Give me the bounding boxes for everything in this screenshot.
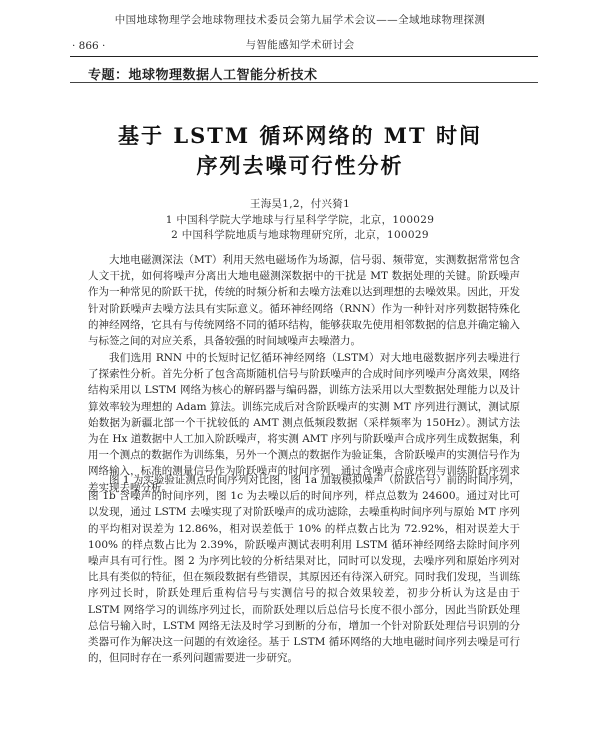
affiliation-1: 1 中国科学院大学地球与行星科学学院，北京，100029: [165, 214, 435, 226]
authors: 王海昊1,2，付兴猗1: [249, 198, 351, 210]
special-topic-heading: 专题：地球物理数据人工智能分析技术: [88, 68, 318, 83]
topic-rule: [70, 82, 538, 83]
affiliation-2: 2 中国科学院地质与地球物理研究所，北京，100029: [171, 229, 429, 241]
conference-header-line1: 中国地球物理学会地球物理技术委员会第九届学术会议——全域地球物理探测: [114, 14, 486, 26]
article-title-line2: 序列去噪可行性分析: [196, 153, 404, 178]
conference-header-line2: 与智能感知学术研讨会: [245, 39, 355, 51]
body-paragraph-3: 图 1 为实验验证测点时间序列对比图，图 1a 加载模拟噪声（阶跃信号）前的时间序列，图 1b 含噪声的时间序列，图 1c 为去噪以后的时间序列，样点总数为 24600。通过对比可以发现，通过 LSTM 去噪实现了对阶跃噪声的成功滤除，去噪重构时间序列与原始 MT 序列的平均相对误差为 12.86%，相对误差低于 10% 的样点数占比为 72.92%，相对误差大于 100% 的样点数占比为 2.39%，阶跃噪声测试表明利用 LSTM 循环神经网络去除时间序列噪声具有可行性。图 2 为序列比较的分析结果对比，同时可以发现，去噪序列和原始序列对比具有类似的特征，但在频段数据有些错误，其原因还有待深入研究。同时我们发现，当训练序列过长时，阶跃处理后重构信号与实测信号的拟合效果较差，初步分析认为这是由于 LSTM 网络学习的训练序列过长，而阶跃处理以后总信号长度不很小部分，因此当阶跃处理总信号输入时，LSTM 网络无法及时学习到断的分布，增加一个针对阶跃处理信号识别的分类器可作为解决这一问题的有效途径。基于 LSTM 循环网络的大地电磁时间序列去噪是可行的，但同时存在一系列问题需要进一步研究。: [88, 474, 520, 665]
body-paragraph-1: 大地电磁测深法（MT）利用天然电磁场作为场源，信号弱、频带宽，实测数据常常包含人文干扰，如何将噪声分离出大地电磁测深数据中的干扰是 MT 数据处理的关键。阶跃噪声作为一种常见的阶跃干扰，传统的时频分析和去噪方法难以达到理想的去噪效果。因此，开发针对阶跃噪声去噪方法具有实际意义。循环神经网络（RNN）作为一种针对序列数据特殊化的神经网络，它具有与传统网络不同的循环结构，能够获取先使用相邻数据的信息并确定输入与标签之间的对应关系，具备较强的时间域噪声去噪潜力。: [88, 254, 520, 348]
article-title-line1: 基于 LSTM 循环网络的 MT 时间: [118, 123, 482, 148]
page-number: · 866 ·: [72, 40, 106, 52]
header-rule: [70, 56, 538, 57]
body-paragraph-2: 我们选用 RNN 中的长短时记忆循环神经网络（LSTM）对大地电磁数据序列去噪进行了探索性分析。首先分析了包含高斯随机信号与阶跃噪声的合成时间序列噪声分离效果，网络结构采用以 LSTM 网络为核心的解码器与编码器，训练方法采用以大型数据处理能力以及计算效率较为理想的 Adam 算法。训练完成后对含阶跃噪声的实测 MT 序列进行测试，测试原始数据为新疆北部一个干扰较低的 AMT 测点低频段数据（采样频率为 150Hz）。测试方法为在 Hx 道数据中人工加入阶跃噪声，将实测 AMT 序列与阶跃噪声合成序列生成数据集，利用一个测点的数据作为训练集，另外一个测点的数据作为验证集，含阶跃噪声的实测信号作为网络输入，标准的测量信号作为阶跃噪声的时间序列，通过含噪声合成序列与训练阶跃序列求差实现去噪分析。: [88, 352, 520, 494]
